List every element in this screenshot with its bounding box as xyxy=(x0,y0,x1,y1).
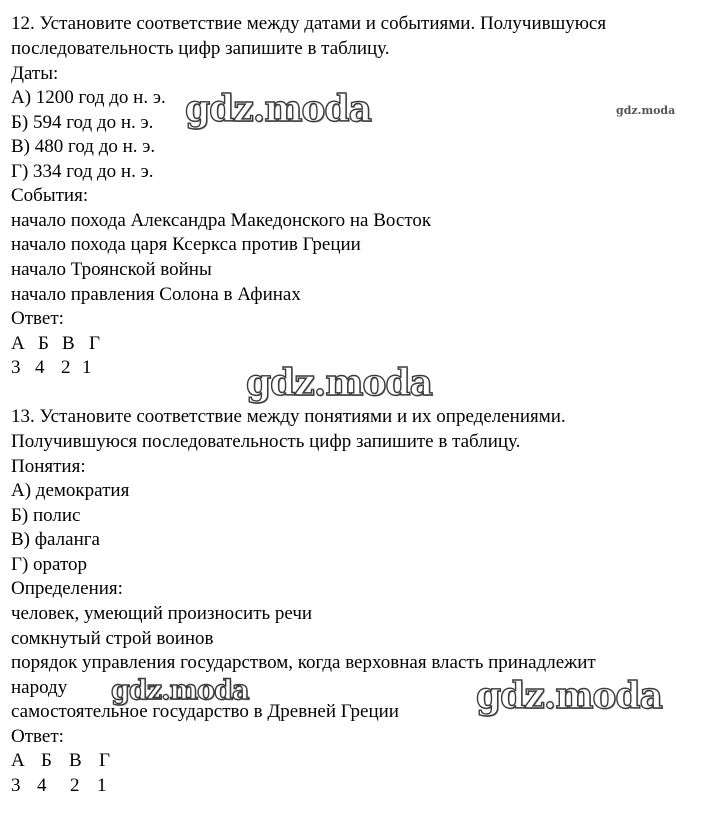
task13-definition-4: самостоятельное государство в Древней Греции xyxy=(11,701,399,722)
task12-event-1: начало похода Александра Македонского на Восток xyxy=(11,210,432,231)
task13-answer-digit-b: 4 xyxy=(37,775,47,796)
task13-answer-letter-g: Г xyxy=(99,750,110,771)
task12-answer-letter-g: Г xyxy=(89,333,100,354)
task12-event-3: начало Троянской войны xyxy=(11,259,212,280)
task13-answer-digit-g: 1 xyxy=(97,775,107,796)
task12-date-b: Б) 594 год до н. э. xyxy=(11,112,154,133)
task12-heading-line1: 12. Установите соответствие между датами и событиями. Получившуюся xyxy=(11,13,607,34)
task13-answer-letter-b: Б xyxy=(41,750,52,771)
task13-answer-digit-v: 2 xyxy=(70,775,80,796)
watermark-logo-bottom-right: gdz.moda xyxy=(476,675,662,717)
task13-concept-v: В) фаланга xyxy=(11,529,100,550)
task12-answer-digit-g: 1 xyxy=(82,357,92,378)
task12-answer-digit-b: 4 xyxy=(35,357,45,378)
task12-answer-letter-a: А xyxy=(11,333,25,354)
watermark-logo-middle: gdz.moda xyxy=(246,362,432,404)
task13-answer-label: Ответ: xyxy=(11,726,64,747)
task13-concepts-label: Понятия: xyxy=(11,456,86,477)
task13-answer-letter-v: В xyxy=(69,750,82,771)
task12-answer-digit-a: 3 xyxy=(11,357,21,378)
task12-events-label: События: xyxy=(11,185,89,206)
task12-date-v: В) 480 год до н. э. xyxy=(11,136,156,157)
task12-dates-label: Даты: xyxy=(11,63,59,84)
task12-answer-digit-v: 2 xyxy=(61,357,71,378)
task12-answer-letter-v: В xyxy=(62,333,75,354)
task13-answer-digit-a: 3 xyxy=(11,775,21,796)
task13-heading-line2: Получившуюся последовательность цифр запишите в таблицу. xyxy=(11,431,521,452)
watermark-logo-small: gdz.moda xyxy=(616,104,676,117)
task12-heading-line2: последовательность цифр запишите в таблицу. xyxy=(11,38,390,59)
watermark-logo-top: gdz.moda xyxy=(185,88,371,130)
task13-answer-letter-a: А xyxy=(11,750,25,771)
task12-answer-letter-b: Б xyxy=(38,333,49,354)
task13-concept-b: Б) полис xyxy=(11,505,81,526)
task12-answer-label: Ответ: xyxy=(11,308,64,329)
task13-definition-1: человек, умеющий произносить речи xyxy=(11,603,313,624)
task13-definition-3: порядок управления государством, когда верховная власть принадлежит xyxy=(11,652,596,673)
task13-definition-3-cont: народу xyxy=(11,677,68,698)
task12-event-2: начало похода царя Ксеркса против Греции xyxy=(11,234,361,255)
task12-date-g: Г) 334 год до н. э. xyxy=(11,161,154,182)
task13-concept-a: А) демократия xyxy=(11,480,130,501)
task12-date-a: А) 1200 год до н. э. xyxy=(11,87,166,108)
task13-concept-g: Г) оратор xyxy=(11,554,88,575)
task13-definition-2: сомкнутый строй воинов xyxy=(11,628,214,649)
task13-heading-line1: 13. Установите соответствие между понятиями и их определениями. xyxy=(11,406,566,427)
task12-event-4: начало правления Солона в Афинах xyxy=(11,284,301,305)
watermark-logo-bottom-left: gdz.moda xyxy=(111,675,249,706)
task13-definitions-label: Определения: xyxy=(11,578,123,599)
